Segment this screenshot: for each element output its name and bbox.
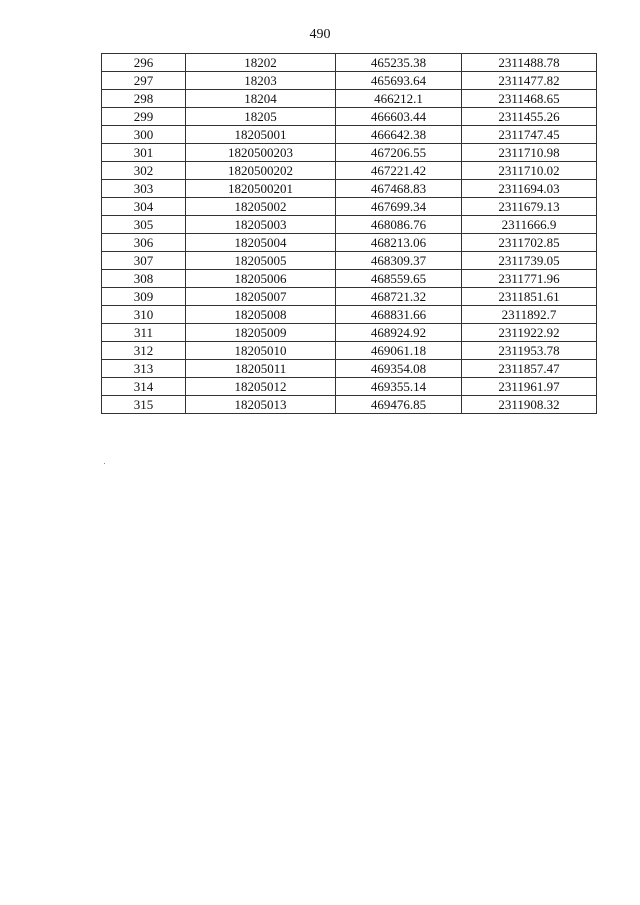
point-id-cell: 1820500203 <box>186 144 336 162</box>
point-number-cell: 307 <box>102 252 186 270</box>
table-row <box>102 54 597 72</box>
point-id-cell: 18205011 <box>186 360 336 378</box>
y-coordinate-cell: 2311455.26 <box>462 108 597 126</box>
x-coordinate-cell: 465235.38 <box>336 54 462 72</box>
table-row <box>102 72 597 90</box>
x-coordinate-cell: 468559.65 <box>336 270 462 288</box>
table-row <box>102 144 597 162</box>
table-row <box>102 180 597 198</box>
table-row <box>102 216 597 234</box>
point-number-cell: 302 <box>102 162 186 180</box>
y-coordinate-cell: 2311702.85 <box>462 234 597 252</box>
y-coordinate-cell: 2311953.78 <box>462 342 597 360</box>
table-row <box>102 324 597 342</box>
x-coordinate-cell: 469061.18 <box>336 342 462 360</box>
y-coordinate-cell: 2311908.32 <box>462 396 597 414</box>
point-id-cell: 18205003 <box>186 216 336 234</box>
x-coordinate-cell: 469355.14 <box>336 378 462 396</box>
x-coordinate-cell: 467206.55 <box>336 144 462 162</box>
y-coordinate-cell: 2311488.78 <box>462 54 597 72</box>
point-id-cell: 18205 <box>186 108 336 126</box>
point-number-cell: 296 <box>102 54 186 72</box>
point-id-cell: 1820500202 <box>186 162 336 180</box>
y-coordinate-cell: 2311857.47 <box>462 360 597 378</box>
point-number-cell: 301 <box>102 144 186 162</box>
point-id-cell: 18205006 <box>186 270 336 288</box>
table-row <box>102 342 597 360</box>
x-coordinate-cell: 466212.1 <box>336 90 462 108</box>
y-coordinate-cell: 2311710.98 <box>462 144 597 162</box>
point-number-cell: 308 <box>102 270 186 288</box>
table-row <box>102 396 597 414</box>
x-coordinate-cell: 468831.66 <box>336 306 462 324</box>
x-coordinate-cell: 468924.92 <box>336 324 462 342</box>
x-coordinate-cell: 467699.34 <box>336 198 462 216</box>
point-number-cell: 306 <box>102 234 186 252</box>
point-id-cell: 1820500201 <box>186 180 336 198</box>
point-number-cell: 315 <box>102 396 186 414</box>
y-coordinate-cell: 2311694.03 <box>462 180 597 198</box>
table-row <box>102 90 597 108</box>
point-number-cell: 313 <box>102 360 186 378</box>
point-id-cell: 18205010 <box>186 342 336 360</box>
y-coordinate-cell: 2311468.65 <box>462 90 597 108</box>
x-coordinate-cell: 466642.38 <box>336 126 462 144</box>
table-row <box>102 234 597 252</box>
point-number-cell: 297 <box>102 72 186 90</box>
y-coordinate-cell: 2311771.96 <box>462 270 597 288</box>
table-row <box>102 252 597 270</box>
point-number-cell: 309 <box>102 288 186 306</box>
point-id-cell: 18204 <box>186 90 336 108</box>
table-row <box>102 270 597 288</box>
x-coordinate-cell: 466603.44 <box>336 108 462 126</box>
point-id-cell: 18205004 <box>186 234 336 252</box>
table-row <box>102 306 597 324</box>
point-id-cell: 18205009 <box>186 324 336 342</box>
point-number-cell: 314 <box>102 378 186 396</box>
x-coordinate-cell: 468086.76 <box>336 216 462 234</box>
point-number-cell: 304 <box>102 198 186 216</box>
y-coordinate-cell: 2311851.61 <box>462 288 597 306</box>
y-coordinate-cell: 2311961.97 <box>462 378 597 396</box>
table-row <box>102 126 597 144</box>
table-row <box>102 162 597 180</box>
point-id-cell: 18205008 <box>186 306 336 324</box>
coordinates-table <box>101 53 597 414</box>
y-coordinate-cell: 2311477.82 <box>462 72 597 90</box>
y-coordinate-cell: 2311747.45 <box>462 126 597 144</box>
point-id-cell: 18203 <box>186 72 336 90</box>
point-number-cell: 298 <box>102 90 186 108</box>
coordinates-table-body <box>102 54 597 414</box>
y-coordinate-cell: 2311666.9 <box>462 216 597 234</box>
y-coordinate-cell: 2311710.02 <box>462 162 597 180</box>
x-coordinate-cell: 468721.32 <box>336 288 462 306</box>
point-id-cell: 18205012 <box>186 378 336 396</box>
point-id-cell: 18205007 <box>186 288 336 306</box>
page-number: 490 <box>309 27 331 42</box>
point-number-cell: 299 <box>102 108 186 126</box>
point-number-cell: 310 <box>102 306 186 324</box>
point-number-cell: 305 <box>102 216 186 234</box>
x-coordinate-cell: 468213.06 <box>336 234 462 252</box>
y-coordinate-cell: 2311739.05 <box>462 252 597 270</box>
point-id-cell: 18202 <box>186 54 336 72</box>
table-row <box>102 108 597 126</box>
point-id-cell: 18205002 <box>186 198 336 216</box>
point-number-cell: 311 <box>102 324 186 342</box>
scan-speck <box>104 463 105 464</box>
x-coordinate-cell: 467468.83 <box>336 180 462 198</box>
point-id-cell: 18205005 <box>186 252 336 270</box>
x-coordinate-cell: 468309.37 <box>336 252 462 270</box>
table-row <box>102 360 597 378</box>
point-number-cell: 312 <box>102 342 186 360</box>
x-coordinate-cell: 469476.85 <box>336 396 462 414</box>
point-id-cell: 18205013 <box>186 396 336 414</box>
y-coordinate-cell: 2311892.7 <box>462 306 597 324</box>
table-row <box>102 378 597 396</box>
x-coordinate-cell: 467221.42 <box>336 162 462 180</box>
table-row <box>102 198 597 216</box>
y-coordinate-cell: 2311679.13 <box>462 198 597 216</box>
y-coordinate-cell: 2311922.92 <box>462 324 597 342</box>
table-row <box>102 288 597 306</box>
point-number-cell: 303 <box>102 180 186 198</box>
x-coordinate-cell: 469354.08 <box>336 360 462 378</box>
point-id-cell: 18205001 <box>186 126 336 144</box>
x-coordinate-cell: 465693.64 <box>336 72 462 90</box>
point-number-cell: 300 <box>102 126 186 144</box>
